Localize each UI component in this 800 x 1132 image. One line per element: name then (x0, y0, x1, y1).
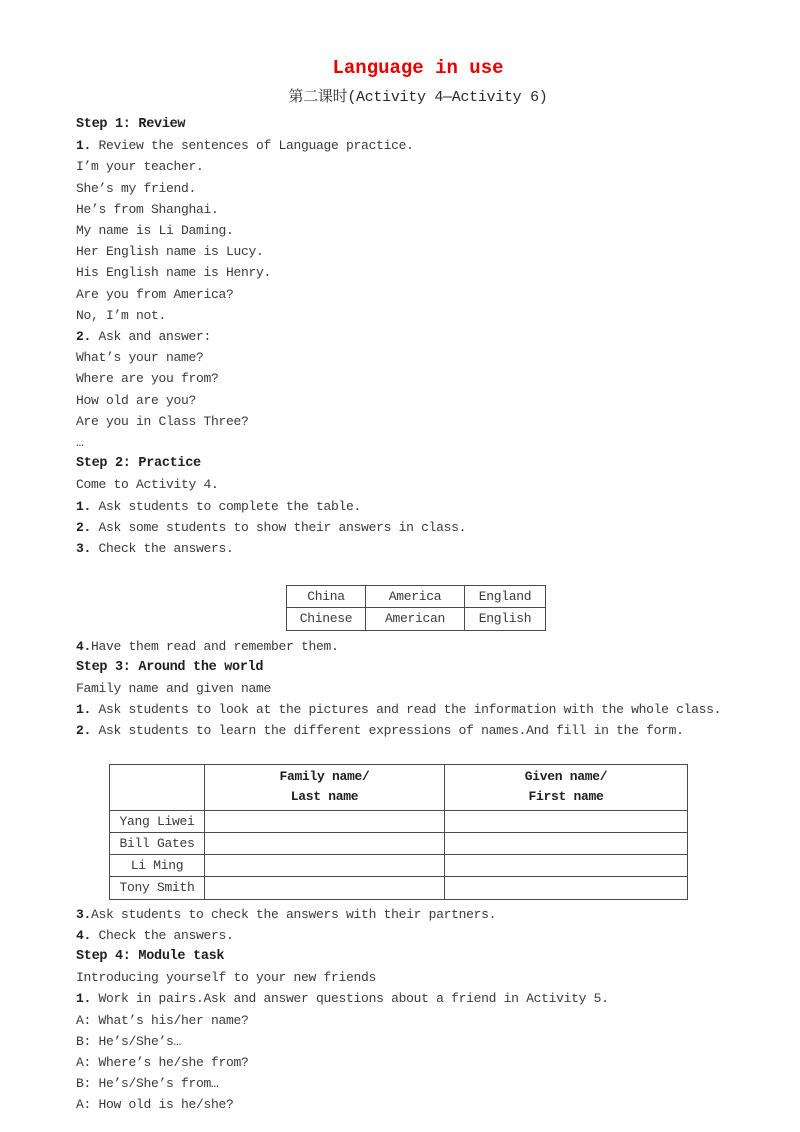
text-line: 4.Have them read and remember them. (76, 638, 339, 654)
list-number: 1. (76, 991, 92, 1007)
list-number: 3. (76, 541, 92, 557)
table-row (110, 855, 688, 877)
names-table (109, 764, 688, 900)
text-line: She’s my friend. (76, 180, 197, 196)
text-line: B: He’s/She’s… (76, 1033, 182, 1049)
text-line: 3. Check the answers. (76, 541, 234, 557)
text-line: 2. Ask and answer: (76, 329, 212, 345)
text-line: Come to Activity 4. (76, 477, 219, 493)
text-line: Introducing yourself to your new friends (76, 970, 377, 986)
text-line: Her English name is Lucy. (76, 244, 264, 260)
list-number: 2. (76, 519, 92, 535)
table-cell: English (465, 608, 546, 630)
text-line: Are you from America? (76, 286, 234, 302)
list-number: 2. (76, 329, 92, 345)
table-row (110, 877, 688, 899)
text-line: B: He’s/She’s from… (76, 1076, 219, 1092)
text-line: A: Where’s he/she from? (76, 1054, 249, 1070)
table-cell (205, 855, 445, 877)
text-line: He’s from Shanghai. (76, 201, 219, 217)
table-row (110, 832, 688, 854)
section-heading: Step 1: Review (76, 117, 186, 132)
text-line: Are you in Class Three? (76, 413, 249, 429)
table-cell: Yang Liwei (110, 810, 205, 832)
text-line: 1. Work in pairs.Ask and answer questions about a friend in Activity 5. (76, 991, 609, 1007)
text-line: 4. Check the answers. (76, 927, 234, 943)
table-row (287, 608, 546, 630)
list-number: 1. (76, 138, 92, 154)
text-line: 2. Ask some students to show their answers in class. (76, 519, 467, 535)
table-cell (445, 855, 688, 877)
text-line: How old are you? (76, 392, 197, 408)
list-number: 1. (76, 702, 92, 718)
table-header-row (110, 764, 688, 810)
text-line: No, I’m not. (76, 307, 167, 323)
table-row (287, 586, 546, 608)
table-cell (445, 810, 688, 832)
table-cell: England (465, 586, 546, 608)
table-cell (205, 832, 445, 854)
table-cell (205, 810, 445, 832)
table-header-cell: Family name/ Last name (205, 764, 445, 810)
table-header-cell: Given name/ First name (445, 764, 688, 810)
list-number: 3. (76, 906, 92, 922)
section-heading: Step 4: Module task (76, 948, 225, 964)
text-line: … (76, 435, 84, 451)
table-cell: American (366, 608, 465, 630)
text-line: 1. Review the sentences of Language practice. (76, 138, 414, 154)
table-cell (205, 877, 445, 899)
text-line: A: What’s his/her name? (76, 1012, 249, 1028)
list-number: 4. (76, 927, 92, 943)
text-line: A: How old is he/she? (76, 1097, 234, 1113)
text-line: 1. Ask students to complete the table. (76, 498, 362, 514)
text-line: My name is Li Daming. (76, 223, 234, 239)
table-cell (445, 832, 688, 854)
section-heading: Step 2: Practice (76, 456, 201, 472)
text-line: 2. Ask students to learn the different expressions of names.And fill in the form. (76, 723, 684, 739)
content-blocks (76, 114, 760, 1116)
table-cell: Li Ming (110, 855, 205, 877)
text-line: 3.Ask students to check the answers with their partners. (76, 906, 497, 922)
page-title: Language in use (332, 57, 504, 79)
table-cell: China (287, 586, 366, 608)
table-cell (445, 877, 688, 899)
list-number: 4. (76, 638, 92, 654)
page-subtitle: 第二课时(Activity 4—Activity 6) (288, 89, 548, 106)
text-line: 1. Ask students to look at the pictures and read the information with the whole class. (76, 702, 722, 718)
text-line: His English name is Henry. (76, 265, 272, 281)
text-line: Family name and given name (76, 681, 272, 697)
table-row (110, 810, 688, 832)
list-number: 1. (76, 498, 92, 514)
table-cell: Chinese (287, 608, 366, 630)
section-heading: Step 3: Around the world (76, 659, 264, 675)
country-language-table (286, 585, 546, 630)
table-cell: Tony Smith (110, 877, 205, 899)
table-header-cell (110, 764, 205, 810)
text-line: I’m your teacher. (76, 159, 204, 175)
list-number: 2. (76, 723, 92, 739)
text-line: What’s your name? (76, 350, 204, 366)
table-cell: America (366, 586, 465, 608)
text-line: Where are you from? (76, 371, 219, 387)
table-cell: Bill Gates (110, 832, 205, 854)
